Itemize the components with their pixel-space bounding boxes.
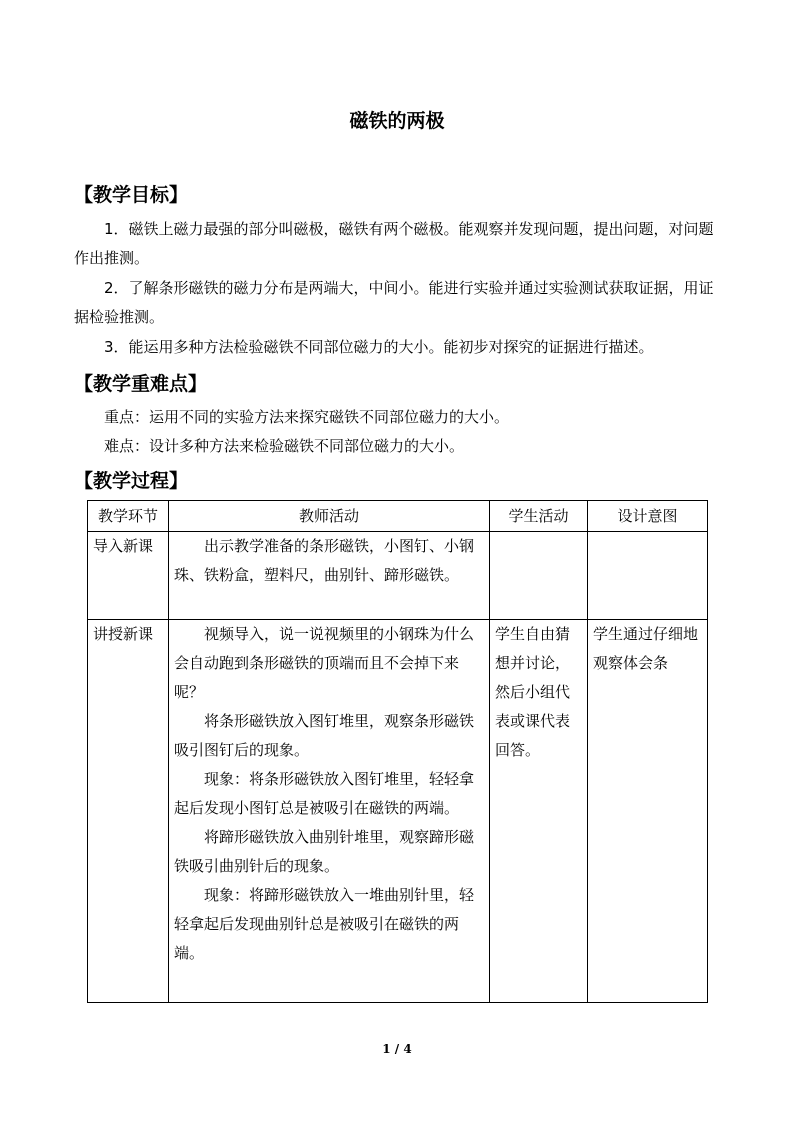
table-row	[88, 532, 708, 620]
goal-item-1: 1．磁铁上磁力最强的部分叫磁极，磁铁有两个磁极。能观察并发现问题，提出问题，对问题作出推测。	[74, 220, 714, 267]
header-stage: 教学环节	[88, 501, 169, 532]
teacher-paragraph: 现象：将蹄形磁铁放入一堆曲别针里，轻轻拿起后发现曲别针总是被吸引在磁铁的两端。	[174, 886, 475, 962]
goal-item-3: 3．能运用多种方法检验磁铁不同部位磁力的大小。能初步对探究的证据进行描述。	[104, 338, 654, 356]
table-header-row	[88, 501, 708, 532]
design-intent-cell	[588, 532, 708, 620]
goal-item-2: 2．了解条形磁铁的磁力分布是两端大，中间小。能进行实验并通过实验测试获取证据，用证据检验推测。	[74, 279, 714, 326]
student-activity-cell: 学生自由猜想并讨论，然后小组代表或课代表回答。	[490, 620, 588, 1003]
stage-cell: 讲授新课	[88, 620, 169, 1003]
teacher-paragraph: 视频导入，说一说视频里的小钢珠为什么会自动跑到条形磁铁的顶端而且不会掉下来呢？	[174, 625, 475, 701]
teaching-process-table	[87, 500, 708, 1003]
design-intent-cell: 学生通过仔细地观察体会条	[588, 620, 708, 1003]
teacher-paragraph: 将条形磁铁放入图钉堆里，观察条形磁铁吸引图钉后的现象。	[174, 712, 475, 759]
teacher-activity-cell	[169, 532, 490, 620]
stage-cell: 导入新课	[88, 532, 169, 620]
teacher-paragraph: 出示教学准备的条形磁铁，小图钉、小钢珠、铁粉盒，塑料尺，曲别针、蹄形磁铁。	[174, 537, 475, 584]
table-row	[88, 620, 708, 1003]
section-heading-key-points: 【教学重难点】	[74, 373, 208, 395]
key-point-difficulty: 难点：设计多种方法来检验磁铁不同部位磁力的大小。	[104, 437, 465, 455]
student-activity-cell	[490, 532, 588, 620]
header-design-intent: 设计意图	[588, 501, 708, 532]
page-number: 1 / 4	[382, 1042, 412, 1056]
key-point-focus: 重点：运用不同的实验方法来探究磁铁不同部位磁力的大小。	[104, 408, 510, 426]
teacher-paragraph: 现象：将条形磁铁放入图钉堆里，轻轻拿起后发现小图钉总是被吸引在磁铁的两端。	[174, 770, 475, 817]
teacher-activity-cell	[169, 620, 490, 1003]
document-title: 磁铁的两极	[349, 110, 445, 132]
header-student-activity: 学生活动	[490, 501, 588, 532]
section-heading-process: 【教学过程】	[74, 470, 189, 492]
section-heading-goals: 【教学目标】	[74, 184, 189, 206]
teacher-paragraph: 将蹄形磁铁放入曲别针堆里，观察蹄形磁铁吸引曲别针后的现象。	[174, 828, 475, 875]
header-teacher-activity: 教师活动	[169, 501, 490, 532]
